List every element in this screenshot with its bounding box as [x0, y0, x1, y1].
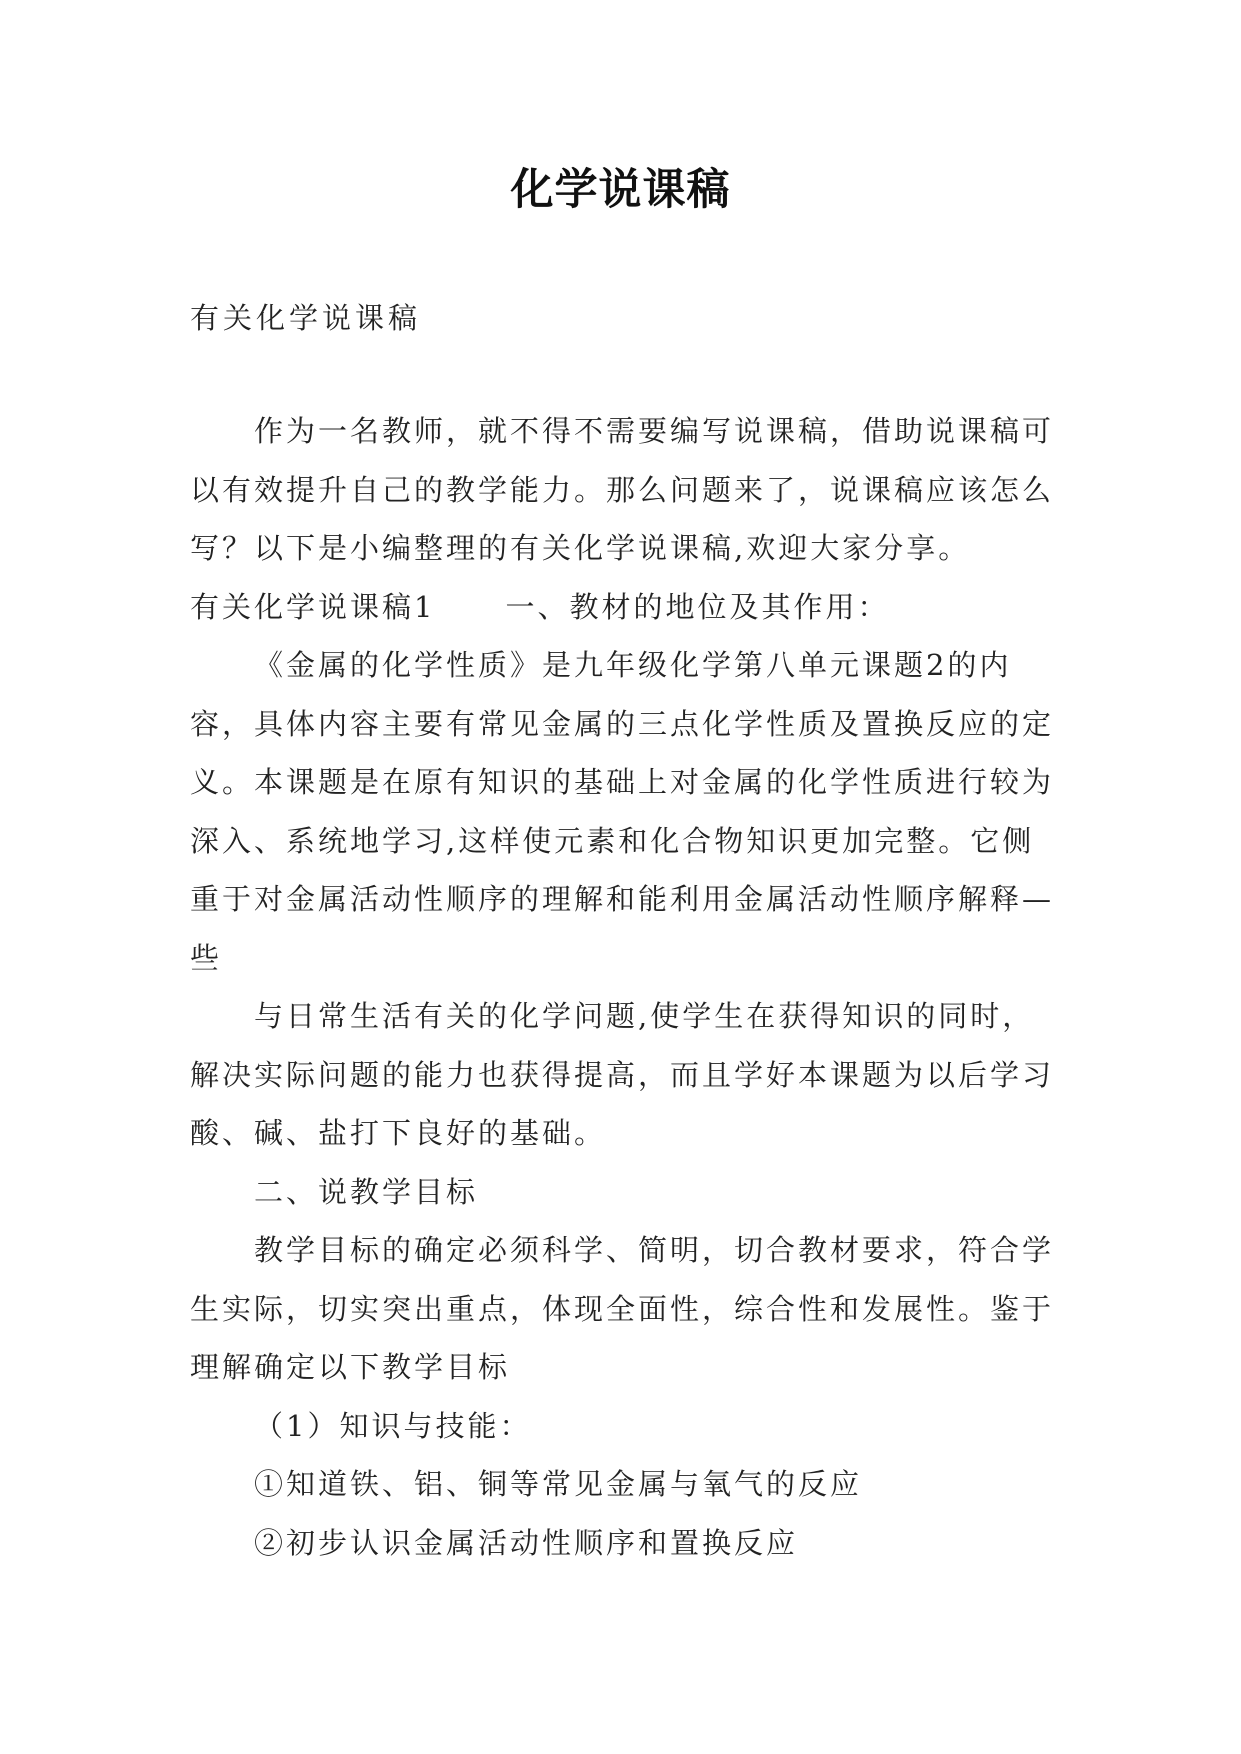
document-body [190, 402, 1060, 1572]
paragraph-1: 《金属的化学性质》是九年级化学第八单元课题2的内容，具体内容主要有常见金属的三点化学性质及置换反应的定义。本课题是在原有知识的基础上对金属的化学性质进行较为深入、系统地学习,这样使元素和化合物知识更加完整。它侧重于对金属活动性顺序的理解和能利用金属活动性顺序解释—些 [190, 648, 1055, 975]
paragraph-2: 与日常生活有关的化学问题,使学生在获得知识的同时，解决实际问题的能力也获得提高，而且学好本课题为以后学习酸、碱、盐打下良好的基础。 [190, 999, 1055, 1150]
list-item-2: ②初步认识金属活动性顺序和置换反应 [254, 1525, 799, 1560]
heading-teaching-goals: 二、说教学目标 [254, 1174, 479, 1209]
document-title: 化学说课稿 [510, 165, 731, 215]
intro-paragraph: 作为一名教师，就不得不需要编写说课稿，借助说课稿可以有效提升自己的教学能力。那么问题来了，说课稿应该怎么写？以下是小编整理的有关化学说课稿,欢迎大家分享。 [190, 414, 1055, 565]
document-subtitle: 有关化学说课稿 [190, 301, 422, 335]
section1-heading: 一、教材的地位及其作用： [505, 589, 890, 624]
section1-label: 有关化学说课稿1 [190, 589, 436, 624]
section1-line [190, 578, 1060, 637]
paragraph-3: 教学目标的确定必须科学、简明，切合教材要求，符合学生实际，切实突出重点，体现全面性，综合性和发展性。鉴于理解确定以下教学目标 [190, 1233, 1055, 1384]
list-item-1: ①知道铁、铝、铜等常见金属与氧气的反应 [254, 1467, 863, 1501]
sub-heading-knowledge-skills: （1）知识与技能： [254, 1408, 532, 1443]
